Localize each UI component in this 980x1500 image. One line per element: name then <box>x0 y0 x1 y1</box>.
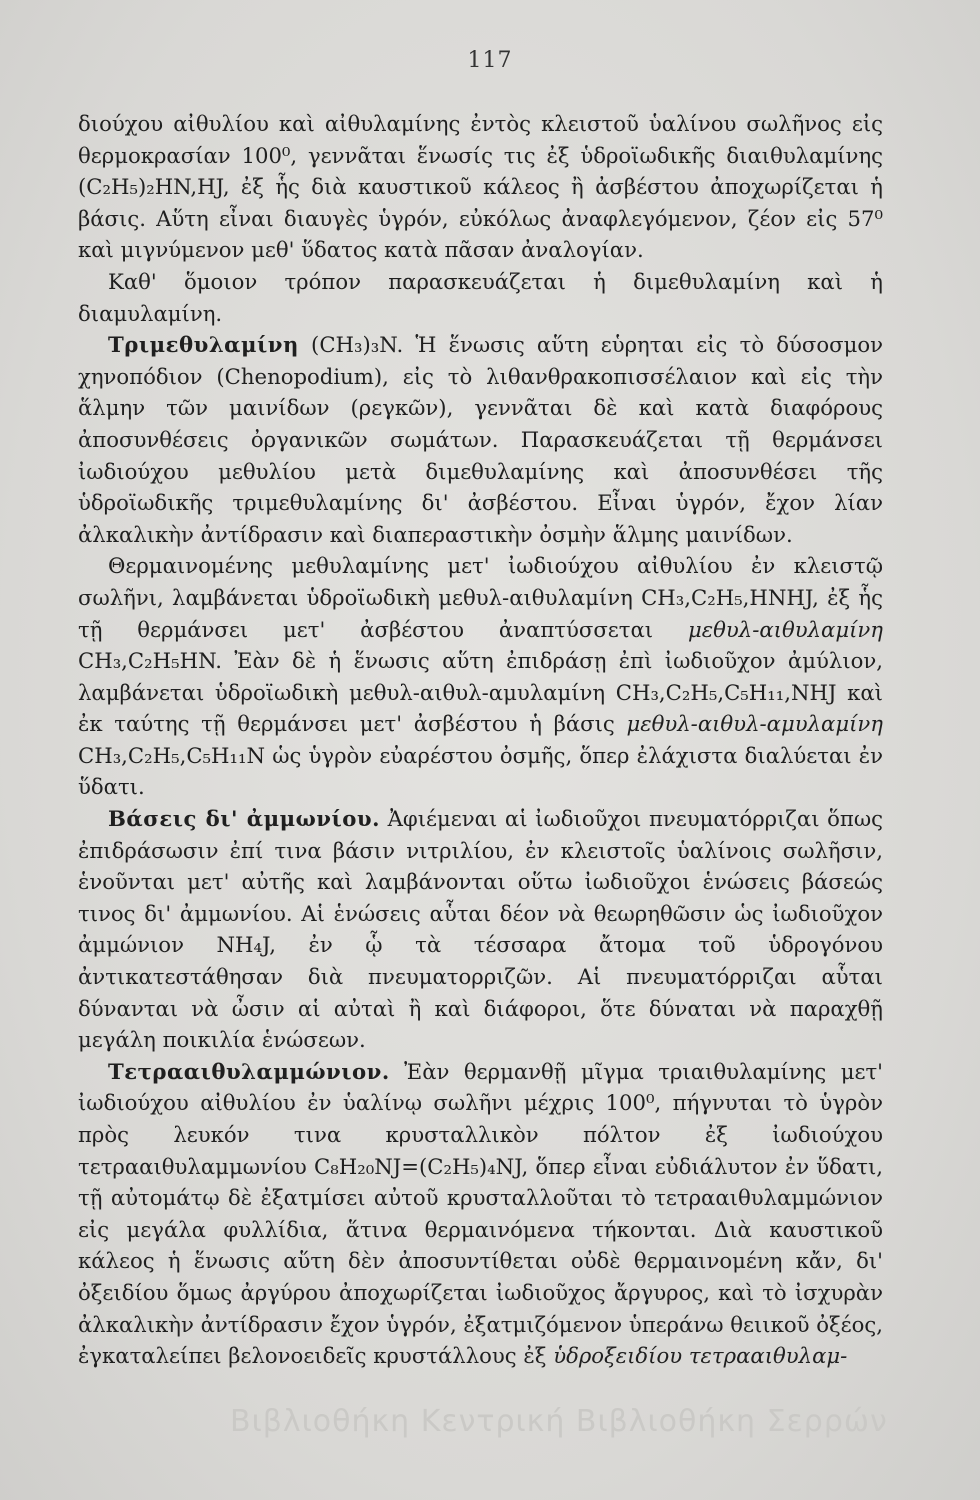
page-number: 117 <box>467 48 513 73</box>
library-watermark: Βιβλιοθήκη Κεντρική Βιβλιοθήκη Σερρών <box>230 1404 888 1439</box>
italic-term: μεθυλ-αιθυλαμίνη <box>687 616 883 642</box>
section-heading: Τριμεθυλαμίνη <box>108 332 299 358</box>
section-heading: Βάσεις δι' ἀμμωνίου. <box>108 806 380 832</box>
text-run: Θερμαινομένης μεθυλαμίνης μετ' ἰωδιούχου αἰθυλίου ἐν κλειστῷ σωλῆνι, λαμβάνεται ὑδροϊωδικὴ μεθυλ-αιθυλαμίνη CH₃,C₂H₅,HNHJ, ἐξ ἧς τῇ θερμάνσει μετ' ἀσβέστου ἀναπτύσσεται <box>78 553 883 642</box>
italic-term: μεθυλ-αιθυλ-αμυλαμίνη <box>626 711 883 737</box>
paragraph <box>78 108 883 266</box>
text-run: CH₃,C₂H₅,C₅H₁₁N ὡς ὑγρὸν εὐαρέστου ὀσμῆς, ὅπερ ἐλάχιστα διαλύεται ἐν ὕδατι. <box>78 742 883 800</box>
paragraph <box>78 329 883 550</box>
paragraph <box>78 266 883 329</box>
section-heading: Τετρααιθυλαμμώνιον. <box>108 1058 390 1084</box>
paragraph <box>78 550 883 803</box>
paragraph <box>78 1056 883 1372</box>
paragraph <box>78 803 883 1056</box>
text-run: CH₃,C₂H₅HN. Ἐὰν δὲ ἡ ἕνωσις αὕτη ἐπιδράσῃ ἐπὶ ἰωδιοῦχον ἀμύλιον, λαμβάνεται ὑδροϊωδικὴ μεθυλ-αιθυλ-αμυλαμίνη CH₃,C₂H₅,C₅H₁₁,NHJ καὶ ἐκ ταύτης τῇ θερμάνσει μετ' ἀσβέστου ἡ βάσις <box>78 648 883 737</box>
body-text <box>78 108 883 1372</box>
text-run: Ἐὰν θερμανθῇ μῖγμα τριαιθυλαμίνης μετ' ἰωδιούχου αἰθυλίου ἐν ὑαλίνῳ σωλῆνι μέχρις 100⁰, πήγνυται τὸ ὑγρὸν πρὸς λευκόν τινα κρυσταλλικὸν πόλτον ἐξ ἰωδιούχου τετρααιθυλαμμωνίου C₈H₂₀NJ=(C₂H₅)₄NJ, ὅπερ εἶναι εὐδιάλυτον ἐν ὕδατι, τῇ αὐτομάτῳ δὲ ἐξατμίσει αὐτοῦ κρυσταλλοῦται τὸ τετρααιθυλαμμώνιον εἰς μεγάλα φυλλίδια, ἅτινα θερμαινόμενα τήκονται. Διὰ καυστικοῦ κάλεος ἡ ἕνωσις αὕτη δὲν ἀποσυντίθεται οὐδὲ θερμαινομένη κἄν, δι' ὀξειδίου ὅμως ἀργύρου ἀποχωρίζεται ἰωδιοῦχος ἄργυρος, καὶ τὸ ἰσχυρὰν ἀλκαλικὴν ἀντίδρασιν ἔχον ὑγρόν, ἐξατμιζόμενον ὑπεράνω θειικοῦ ὀξέος, ἐγκαταλείπει βελονοειδεῖς κρυστάλλους ἐξ <box>78 1058 883 1369</box>
text-run: διούχου αἰθυλίου καὶ αἰθυλαμίνης ἐντὸς κλειστοῦ ὑαλίνου σωλῆνος εἰς θερμοκρασίαν 100⁰, γεννᾶται ἕνωσίς τις ἐξ ὑδροϊωδικῆς διαιθυλαμίνης (C₂H₅)₂HN,HJ, ἐξ ἧς διὰ καυστικοῦ κάλεος ἢ ἀσβέστου ἀποχωρίζεται ἡ βάσις. Αὕτη εἶναι διαυγὲς ὑγρόν, εὐκόλως ἀναφλεγόμενον, ζέον εἰς 57⁰ καὶ μιγνύμενον μεθ' ὕδατος κατὰ πᾶσαν ἀναλογίαν. <box>78 111 883 263</box>
italic-term: ὑδροξειδίου τετρααιθυλαμ- <box>553 1343 848 1369</box>
text-run: Ἀφιέμεναι αἱ ἰωδιοῦχοι πνευματόρριζαι ὅπως ἐπιδράσωσιν ἐπί τινα βάσιν νιτριλίου, ἐν κλειστοῖς ὑαλίνοις σωλῆσιν, ἑνοῦνται μετ' αὐτῆς καὶ λαμβάνονται οὕτω ἰωδιοῦχοι ἑνώσεις βάσεώς τινος δι' ἀμμωνίου. Αἱ ἑνώσεις αὗται δέον νὰ θεωρηθῶσιν ὡς ἰωδιοῦχον ἀμμώνιον NH₄J, ἐν ᾧ τὰ τέσσαρα ἄτομα τοῦ ὑδρογόνου ἀντικατεστάθησαν διὰ πνευματορριζῶν. Αἱ πνευματόρριζαι αὗται δύνανται νὰ ὦσιν αἱ αὐταὶ ἢ καὶ διάφοροι, ὅτε δύναται νὰ παραχθῇ μεγάλη ποικιλία ἑνώσεων. <box>78 806 883 1053</box>
text-run: (CH₃)₃N. Ἡ ἕνωσις αὕτη εὑρηται εἰς τὸ δύσοσμον χηνοπόδιον (Chenopodium), εἰς τὸ λιθανθρακοπισσέλαιον καὶ εἰς τὴν ἅλμην τῶν μαινίδων (ρεγκῶν), γεννᾶται δὲ καὶ κατὰ διαφόρους ἀποσυνθέσεις ὀργανικῶν σωμάτων. Παρασκευάζεται τῇ θερμάνσει ἰωδιούχου μεθυλίου μετὰ διμεθυλαμίνης καὶ ἀποσυνθέσει τῆς ὑδροϊωδικῆς τριμεθυλαμίνης δι' ἀσβέστου. Εἶναι ὑγρόν, ἔχον λίαν ἀλκαλικὴν ἀντίδρασιν καὶ διαπεραστικὴν ὀσμὴν ἅλμης μαινίδων. <box>78 332 883 547</box>
text-run: Καθ' ὅμοιον τρόπον παρασκευάζεται ἡ διμεθυλαμίνη καὶ ἡ διαμυλαμίνη. <box>78 268 883 326</box>
